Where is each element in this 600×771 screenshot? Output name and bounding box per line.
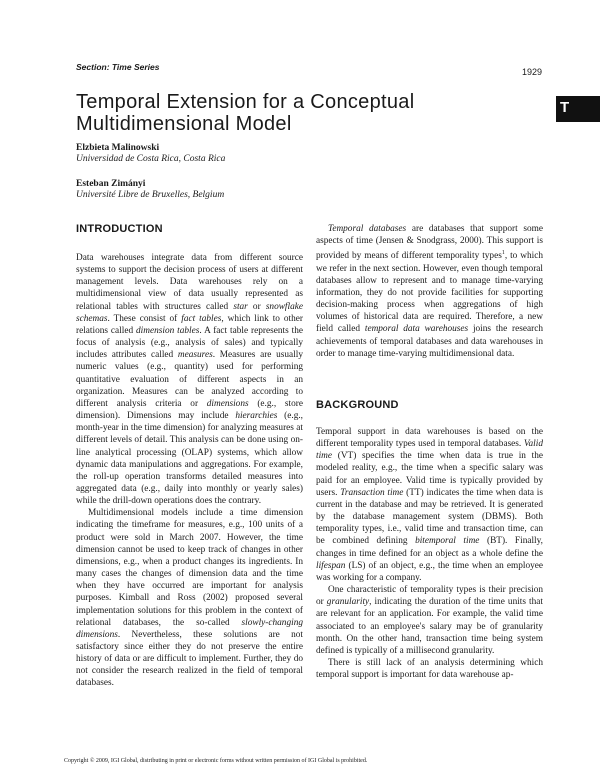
paragraph: Data warehouses integrate data from different source systems to support the decision process of users at different management levels. Data warehouses rely on a multidimensional view of data usually represented as relational tables with structures called star or snowflake schemas. These consist of fact tables, which link to other relations called dimension tables. A fact table represents the focus of analysis (e.g., analysis of sales) and typically includes attributes called measures. Measures are usually numeric values (e.g., quantity) used for performing quantitative evaluation of different aspects in an organization. Measures can be analyzed according to different analysis criteria or dimensions (e.g., store dimension). Dimensions may include hierarchies (e.g., month-year in the time dimension) for analyzing measures at different levels of detail. This analysis can be done using on-line analytical processing (OLAP) systems, which allow dynamic data manipulations and aggregations. For example, the roll-up operation transforms detailed measures into aggregated data (e.g., daily into monthly or yearly sales) while the drill-down operations does the contrary.	[76, 253, 303, 507]
paragraph: Temporal databases are databases that support some aspects of time (Jensen & Snodgrass, 2000). This support is provided by means of different temporality types$^1$, to which we refer in the next section. However, even though temporal databases allow to represent and to manage time-varying information, they do not provide facilities for supporting decision-making process when aggregations of high volumes of historical data are required. Therefore, a new field called temporal data warehouses joins the research achievements of temporal databases and data warehouses in order to manage time-varying multidimensional data.	[316, 224, 543, 359]
left-column	[76, 252, 303, 690]
author-name: Elzbieta Malinowski	[76, 143, 160, 153]
title-line-2: Multidimensional Model	[76, 113, 292, 135]
paragraph: Temporal support in data warehouses is based on the different temporality types used in temporal databases. Valid time (VT) specifies the time when data is true in the modeled reality, e.g., the time when a specific salary was paid for an employee. Valid time is typically provided by users. Transaction time (TT) indicates the time when data is current in the database and may be retrieved. It is generated by the database management system (DBMS). Both temporality types, i.e., valid time and transaction time, can be combined defining bitemporal time (BT). Finally, changes in time defined for an object as a whole define the lifespan (LS) of an object, e.g., the time when an employee was working for a company.	[316, 427, 543, 583]
author-name: Esteban Zimányi	[76, 179, 146, 189]
background-heading: BACKGROUND	[316, 399, 399, 411]
paragraph: Multidimensional models include a time dimension indicating the timeframe for measures, e.g., 100 units of a product were sold in March 2007. However, the time dimension cannot be used to keep track of changes in other dimensions, e.g., when a product changes its ingredients. In many cases the changes of dimension data and the time when they have occurred are important for analysis purposes. Kimball and Ross (2002) proposed several implementation solutions for this problem in the context of relational databases, the so-called slowly-changing dimensions. Nevertheless, these solutions are not satisfactory since either they do not preserve the entire history of data or are difficult to implement. Further, they do not consider the research realized in the field of temporal databases.	[76, 508, 303, 689]
right-column-bottom	[316, 426, 543, 681]
section-label: Section: Time Series	[76, 62, 160, 72]
right-column-top	[316, 223, 543, 360]
author-affiliation: Universidad de Costa Rica, Costa Rica	[76, 154, 226, 164]
paragraph: One characteristic of temporality types is their precision or granularity, indicating the duration of the time units that are relevant for an application. For example, the valid time associated to an employee's salary may be of granularity month. On the other hand, transaction time being system defined is typically of a millisecond granularity.	[316, 585, 543, 656]
author-block	[76, 179, 224, 201]
introduction-heading: INTRODUCTION	[76, 223, 163, 235]
copyright-footer: Copyright © 2009, IGI Global, distributing in print or electronic forms without written permission of IGI Global is prohibited.	[64, 758, 368, 764]
page-number: 1929	[521, 67, 542, 77]
author-affiliation: Université Libre de Bruxelles, Belgium	[76, 190, 225, 200]
article-title	[76, 91, 536, 135]
paragraph: There is still lack of an analysis determining which temporal support is important for data warehouse ap-	[316, 657, 543, 681]
author-block	[76, 143, 225, 165]
alphabet-tab: T	[556, 96, 600, 122]
title-line-1: Temporal Extension for a Conceptual	[76, 91, 415, 113]
